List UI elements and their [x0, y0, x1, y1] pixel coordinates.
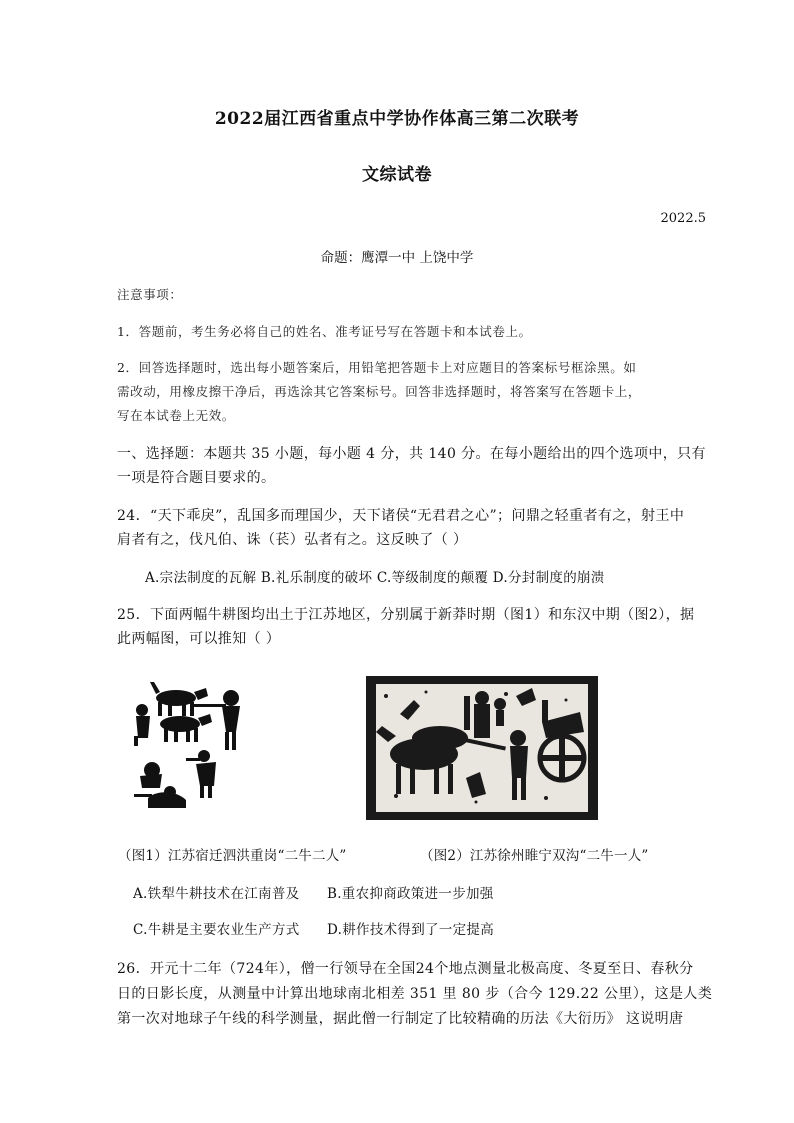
page-subtitle: 文综试卷: [362, 165, 432, 185]
notice-item-2-line-1: 2．回答选择题时，选出每小题答案后，用铅笔把答题卡上对应题目的答案标号框涂黑。如: [117, 360, 637, 375]
q26-line-3: 第一次对地球子午线的科学测量，据此僧一行制定了比较精确的历法《大衍历》 这说明唐: [117, 1011, 684, 1027]
q25-line-2: 此两幅图，可以推知（ ）: [117, 631, 281, 647]
q25-option-b: B.重农抑商政策进一步加强: [327, 886, 494, 902]
figure-1-two-oxen-two-men: [128, 676, 246, 822]
figure-2-caption: （图2）江苏徐州睢宁双沟“二牛一人”: [420, 848, 649, 864]
q26-line-2: 日的日影长度，从测量中计算出地球南北相差 351 里 80 步（合今 129.22 公里），这是人类: [117, 986, 713, 1002]
figure-1-caption: （图1）江苏宿迁泗洪重岗“二牛二人”: [118, 848, 347, 864]
q25-option-d: D.耕作技术得到了一定提高: [327, 922, 495, 938]
notice-heading: 注意事项：: [117, 287, 183, 302]
q24-line-1: 24．“天下乖戾”，乱国多而理国少，天下诸侯“无君君之心”；问鼎之轻重者有之，射王中: [117, 508, 685, 524]
notice-item-1: 1．答题前，考生务必将自己的姓名、准考证号写在答题卡和本试卷上。: [117, 324, 532, 339]
section-1-line-2: 一项是符合题目要求的。: [117, 470, 276, 486]
q25-line-1: 25．下面两幅牛耕图均出土于江苏地区，分别属于新莽时期（图1）和东汉中期（图2），据: [117, 607, 695, 623]
exam-date: 2022.5: [660, 211, 706, 226]
notice-item-2-line-2: 需改动，用橡皮擦干净后，再选涂其它答案标号。回答非选择题时，将答案写在答题卡上，: [117, 384, 642, 399]
figure-2-two-oxen-one-man: [366, 676, 598, 820]
q26-line-1: 26．开元十二年（724年），僧一行领导在全国24个地点测量北极高度、冬夏至日、春秋分: [117, 961, 694, 977]
notice-item-2-line-3: 写在本试卷上无效。: [117, 408, 235, 423]
q24-line-2: 肩者有之，伐凡伯、诛（苌）弘者有之。这反映了（ ）: [117, 532, 468, 548]
section-1-line-1: 一、选择题：本题共 35 小题，每小题 4 分，共 140 分。在每小题给出的四个选项中，只有: [117, 446, 706, 462]
committee-line: 命题：鹰潭一中 上饶中学: [320, 250, 474, 266]
q25-option-c: C.牛耕是主要农业生产方式: [133, 922, 300, 938]
page-title: 2022届江西省重点中学协作体高三第二次联考: [214, 109, 580, 129]
q24-options: A.宗法制度的瓦解 B.礼乐制度的破坏 C.等级制度的颠覆 D.分封制度的崩溃: [145, 570, 605, 586]
q25-option-a: A.铁犁牛耕技术在江南普及: [133, 886, 300, 902]
